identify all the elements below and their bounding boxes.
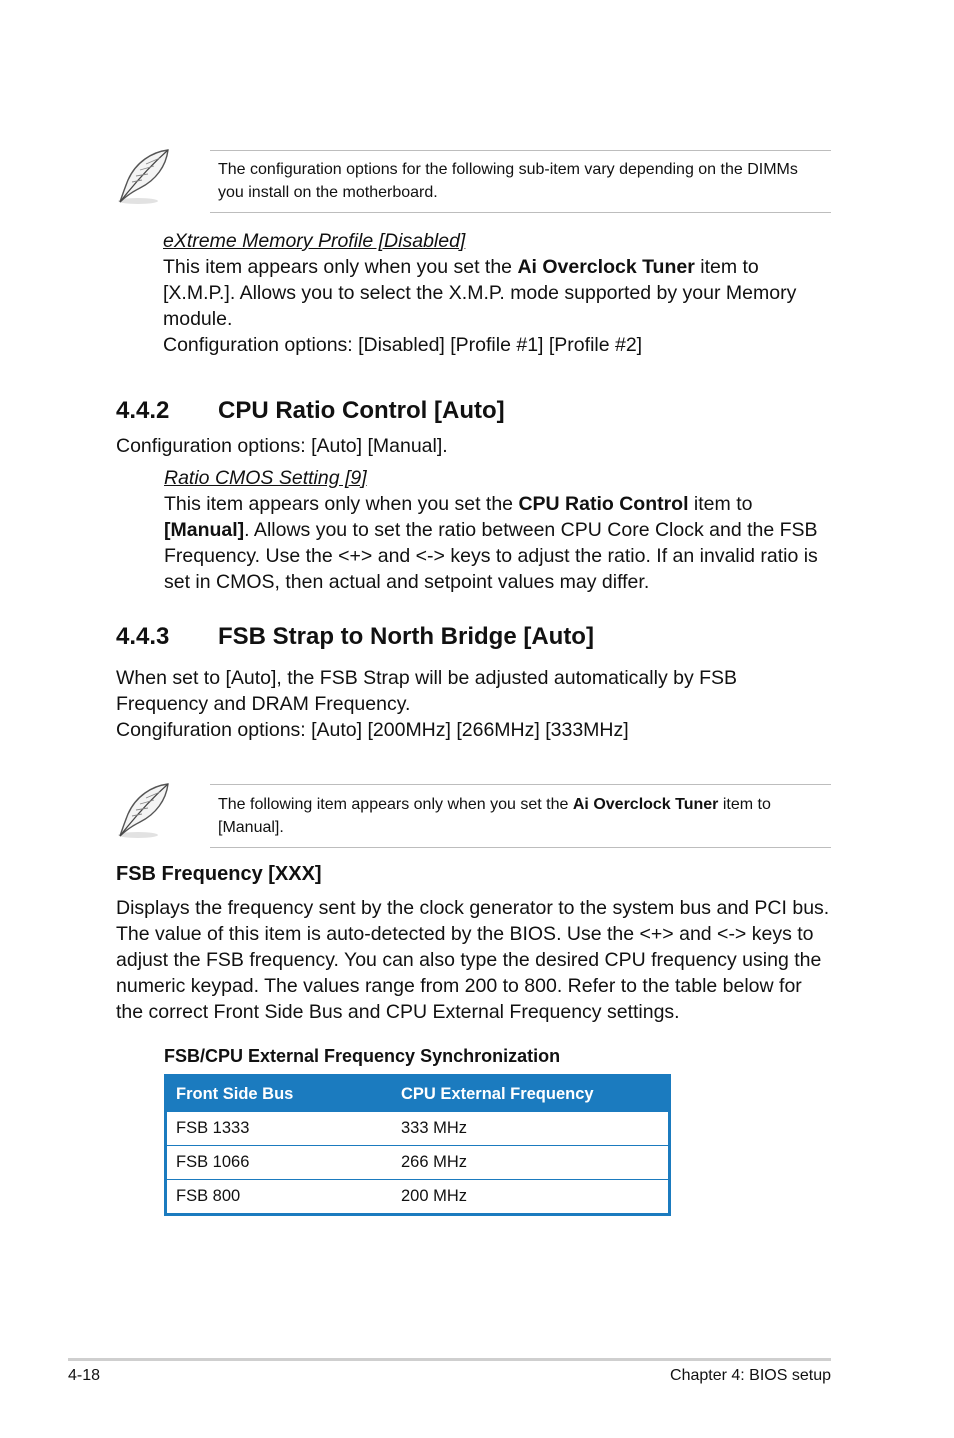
section-443-body — [116, 665, 756, 743]
fsb-frequency-title: FSB Frequency [XXX] — [116, 863, 322, 885]
table-header-cpu-freq: CPU External Frequency — [392, 1076, 670, 1112]
section-442-number: 4.4.2 — [116, 397, 170, 424]
table-cell: FSB 1333 — [166, 1112, 393, 1146]
footer-page-number: 4-18 — [68, 1367, 101, 1384]
section-443-description: When set to [Auto], the FSB Strap will be adjusted automatically by FSB Frequency and DRAM Frequency. — [116, 667, 738, 715]
section-442-heading — [116, 396, 836, 426]
footer-chapter: Chapter 4: BIOS setup — [670, 1367, 831, 1384]
table-header-fsb: Front Side Bus — [166, 1076, 393, 1112]
fsb-frequency-description: Displays the frequency sent by the clock generator to the system bus and PCI bus. The value of this item is auto-detected by the BIOS. Use the <+> and <-> keys to adjust the FSB frequency. You can also type the desired CPU frequency using the numeric keypad. The values range from 200 to 800. Refer to the table below for the correct Front Side Bus and CPU External Frequency settings. — [116, 897, 830, 1023]
table-header-row — [166, 1076, 670, 1112]
section-442-config: Configuration options: [Auto] [Manual]. — [116, 435, 448, 457]
section-442-title: CPU Ratio Control [Auto] — [218, 397, 505, 424]
note-feather-icon — [112, 146, 174, 208]
note1-bottom-rule — [210, 212, 831, 213]
ratio-cmos-description: This item appears only when you set the CPU Ratio Control item to [Manual]. Allows you to set the ratio between CPU Core Clock and the FSB Frequency. Use the <+> and <-> keys to adjust the ratio. If an invalid ratio is set in CMOS, then actual and setpoint values may differ. — [164, 493, 818, 593]
ratio-cmos-block — [164, 465, 832, 595]
note1-box — [218, 158, 828, 204]
table-row — [166, 1112, 670, 1146]
note2-top-rule — [210, 784, 831, 785]
note1-text: The configuration options for the following sub-item vary depending on the DIMMs you install on the motherboard. — [218, 161, 798, 201]
feather-pen-icon — [112, 146, 174, 208]
section-443-title: FSB Strap to North Bridge [Auto] — [218, 623, 594, 650]
note2-feather-icon — [112, 780, 174, 842]
note2-bottom-rule — [210, 847, 831, 848]
table-title: FSB/CPU External Frequency Synchronization — [164, 1046, 561, 1066]
table-row — [166, 1180, 670, 1215]
note1-top-rule — [210, 150, 831, 151]
fsb-frequency-body — [116, 895, 834, 1025]
section-443-config: Congifuration options: [Auto] [200MHz] [266MHz] [333MHz] — [116, 719, 629, 741]
section-442-config-wrap — [116, 433, 836, 459]
xmp-config: Configuration options: [Disabled] [Profile #1] [Profile #2] — [163, 334, 643, 356]
table-cell: FSB 1066 — [166, 1146, 393, 1180]
xmp-description: This item appears only when you set the Ai Overclock Tuner item to [X.M.P.]. Allows you to select the X.M.P. mode supported by your Memory module. — [163, 256, 797, 330]
note2-bold-term: Ai Overclock Tuner — [572, 796, 719, 813]
table-cell: 333 MHz — [392, 1112, 670, 1146]
table-cell: 266 MHz — [392, 1146, 670, 1180]
fsb-frequency-heading-wrap — [116, 861, 836, 887]
table-row — [166, 1146, 670, 1180]
ratio-cmos-title: Ratio CMOS Setting [9] — [164, 467, 367, 489]
note2-text: The following item appears only when you set the Ai Overclock Tuner item to [Manual]. — [218, 796, 771, 836]
xmp-title: eXtreme Memory Profile [Disabled] — [163, 230, 466, 252]
footer-rule — [68, 1358, 831, 1361]
xmp-block — [163, 228, 833, 358]
table-cell: 200 MHz — [392, 1180, 670, 1215]
xmp-bold-term: Ai Overclock Tuner — [517, 256, 695, 278]
note2-box — [218, 793, 826, 839]
feather-pen-icon — [112, 780, 174, 842]
section-443-number: 4.4.3 — [116, 623, 170, 650]
table-cell: FSB 800 — [166, 1180, 393, 1215]
fsb-cpu-frequency-table — [164, 1074, 671, 1216]
table-title-wrap — [164, 1046, 764, 1067]
section-443-heading — [116, 622, 836, 652]
